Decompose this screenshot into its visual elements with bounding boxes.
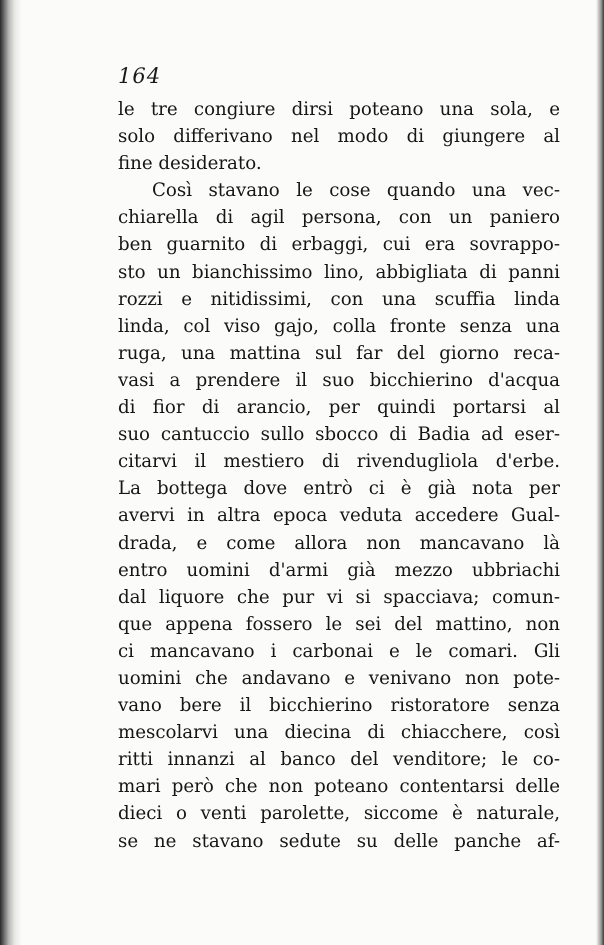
page-number: 164 [118, 64, 162, 88]
text-line: le tre congiure dirsi poteano una sola, e [118, 99, 560, 120]
text-line: ruga, una mattina sul far del giorno reca- [118, 342, 560, 364]
text-line: que appena fossero le sei del mattino, non [118, 613, 560, 635]
text-line: solo differivano nel modo di giungere al [118, 126, 560, 148]
text-line: La bottega dove entrò ci è già nota per [118, 478, 560, 500]
binding-shadow [0, 0, 22, 945]
text-line: rozzi e nitidissimi, con una scuffia linda [118, 288, 560, 310]
text-line: mari però che non poteano contentarsi delle [118, 776, 560, 798]
body-text [118, 96, 560, 855]
text-line: suo cantuccio sullo sbocco di Badia ad eser- [118, 424, 560, 446]
text-line: vano bere il bicchierino ristoratore senza [118, 695, 560, 717]
text-line: di fior di arancio, per quindi portarsi al [118, 397, 560, 419]
text-line: linda, col viso gajo, colla fronte senza una [118, 315, 560, 337]
text-line: uomini che andavano e venivano non pote- [118, 667, 560, 689]
text-line: se ne stavano sedute su delle panche af- [118, 830, 560, 852]
text-line: Così stavano le cose quando una vec- [152, 180, 560, 202]
page-edge [596, 0, 604, 945]
text-line: dieci o venti parolette, siccome è naturale, [118, 803, 560, 825]
text-line: sto un bianchissimo lino, abbigliata di panni [118, 261, 560, 283]
text-line: vasi a prendere il suo bicchierino d'acqua [118, 369, 560, 391]
text-line: entro uomini d'armi già mezzo ubbriachi [118, 559, 560, 581]
text-line: drada, e come allora non mancavano là [118, 532, 560, 554]
text-line: dal liquore che pur vi si spacciava; comun- [118, 586, 560, 608]
text-line: chiarella di agil persona, con un paniero [118, 207, 560, 229]
text-line: ci mancavano i carbonai e le comari. Gli [118, 640, 560, 662]
text-line: avervi in altra epoca veduta accedere Gual- [118, 505, 560, 527]
text-line: fine desiderato. [118, 153, 262, 175]
text-line: ritti innanzi al banco del venditore; le co- [118, 749, 560, 771]
text-line: mescolarvi una diecina di chiacchere, così [118, 722, 560, 744]
text-line: citarvi il mestiero di rivendugliola d'erbe. [118, 451, 560, 473]
text-line: ben guarnito di erbaggi, cui era sovrappo- [118, 234, 560, 256]
